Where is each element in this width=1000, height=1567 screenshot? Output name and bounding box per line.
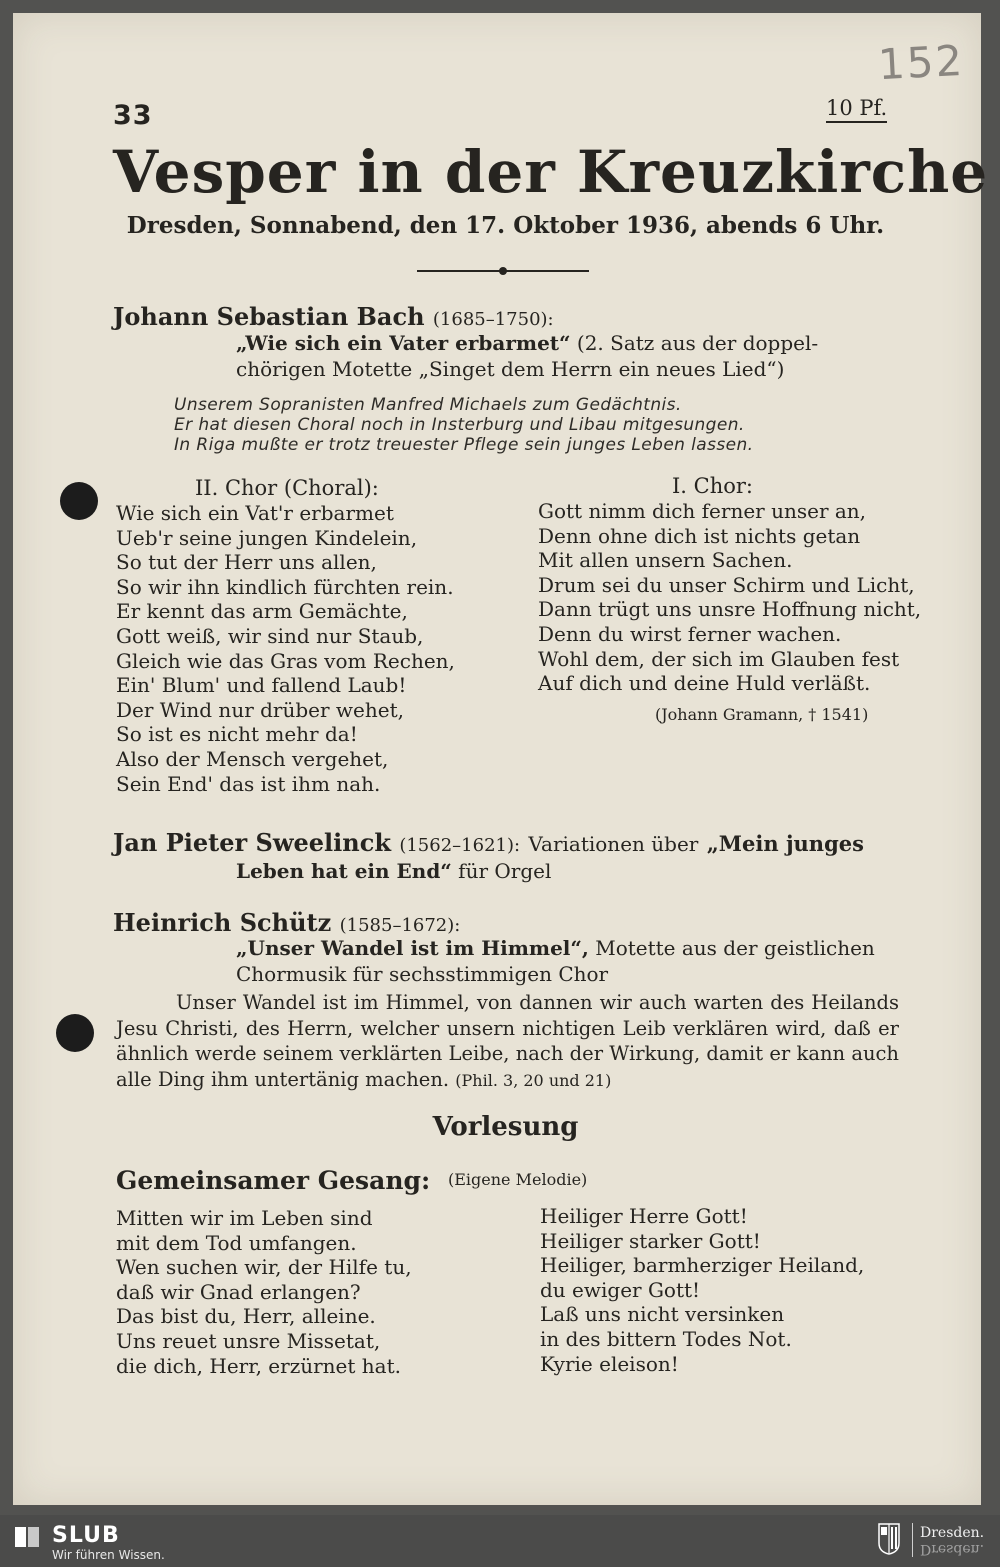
- piece-description-cont: Chormusik für sechsstimmigen Chor: [236, 962, 609, 986]
- piece-title: „Unser Wandel ist im Himmel“,: [236, 936, 589, 960]
- composer-name: Johann Sebastian Bach: [113, 302, 425, 331]
- verse-line: Wie sich ein Vat'r erbarmet: [116, 501, 394, 525]
- verse-line: Gott nimm dich ferner unser an,: [538, 499, 867, 523]
- piece-description-cont: für Orgel: [458, 859, 552, 883]
- verse-line: Kyrie eleison!: [540, 1351, 679, 1376]
- memorial-line: Unserem Sopranisten Manfred Michaels zum Gedächtnis.: [174, 395, 682, 415]
- verse-line: Dann trügt uns unsre Hoffnung nicht,: [538, 597, 922, 622]
- motet-text: [116, 990, 899, 1093]
- footer-separator: [912, 1523, 913, 1557]
- hymn-melody-note: (Eigene Melodie): [448, 1170, 588, 1189]
- composer-schuetz: [113, 908, 460, 937]
- verse-line: Heiliger starker Gott!: [540, 1228, 761, 1253]
- verse-line: Wen suchen wir, der Hilfe tu,: [116, 1255, 412, 1280]
- memorial-line: In Riga mußte er trotz treuester Pflege sein junges Leben lassen.: [174, 435, 754, 455]
- city-logo-text[interactable]: Dresden.: [920, 1525, 985, 1541]
- verse-line: Der Wind nur drüber wehet,: [116, 697, 404, 722]
- verse-line: Ueb'r seine jungen Kindelein,: [116, 525, 418, 550]
- punch-hole: [56, 1014, 94, 1052]
- composer-bach: [113, 302, 554, 331]
- slub-logo-icon[interactable]: [14, 1525, 40, 1549]
- verse-line: die dich, Herr, erzürnet hat.: [116, 1353, 401, 1378]
- verse-line: Denn ohne dich ist nichts getan: [538, 523, 861, 548]
- choir-1-heading: I. Chor:: [672, 474, 753, 498]
- piece-description: Motette aus der geistlichen: [595, 936, 875, 960]
- slub-brand[interactable]: SLUB: [52, 1523, 120, 1548]
- composer-sweelinck: [113, 828, 864, 857]
- verse-line: Laß uns nicht versinken: [540, 1302, 785, 1327]
- motet-text-body: Unser Wandel ist im Himmel, von dannen wir auch warten des Heilands Jesu Christi, des Herrn, welcher unsern nichtigen Leib verklären wird, daß er ähnlich werde seinem verklärten Leibe, nach der Wirkung, damit er kann auch alle Ding ihm untertänig machen.: [116, 991, 899, 1091]
- program-number: 33: [113, 100, 153, 131]
- page-title: Vesper in der Kreuzkirche: [113, 138, 989, 206]
- city-logo-reflection: Dresden.: [920, 1541, 985, 1557]
- verse-line: Wohl dem, der sich im Glauben fest: [538, 646, 900, 671]
- choir-2-heading: II. Chor (Choral):: [195, 476, 379, 500]
- verse-line: Auf dich und deine Huld verläßt.: [538, 671, 871, 696]
- section-reading: Vorlesung: [432, 1112, 579, 1142]
- hymn-verse-left: [116, 1206, 412, 1378]
- choir-2-verse: [116, 501, 455, 796]
- event-date-line: Dresden, Sonnabend, den 17. Oktober 1936, abends 6 Uhr.: [126, 212, 885, 239]
- verse-line: Das bist du, Herr, alleine.: [116, 1304, 376, 1329]
- handwritten-page-number: 152: [876, 35, 966, 90]
- punch-hole: [60, 482, 98, 520]
- choir-1-verse: [538, 499, 921, 696]
- composer-dates: (1685–1750):: [432, 309, 554, 330]
- verse-line: Drum sei du unser Schirm und Licht,: [538, 572, 915, 597]
- memorial-note: [174, 395, 753, 455]
- composer-dates: (1585–1672):: [339, 915, 461, 936]
- verse-line: Also der Mensch vergehet,: [116, 746, 389, 771]
- piece-title: „Mein junges: [706, 831, 864, 856]
- verse-line: Gott weiß, wir sind nur Staub,: [116, 623, 424, 648]
- verse-line: Sein End' das ist ihm nah.: [116, 771, 381, 796]
- verse-line: Heiliger, barmherziger Heiland,: [540, 1253, 865, 1278]
- verse-line: Mit allen unsern Sachen.: [538, 548, 793, 573]
- verse-line: So tut der Herr uns allen,: [116, 550, 377, 575]
- composer-name: Heinrich Schütz: [113, 908, 332, 937]
- verse-line: Denn du wirst ferner wachen.: [538, 621, 842, 646]
- verse-line: Uns reuet unsre Missetat,: [116, 1328, 381, 1353]
- piece-description: (2. Satz aus der doppel-: [576, 331, 819, 355]
- verse-line: in des bittern Todes Not.: [540, 1326, 792, 1351]
- slub-tagline: Wir führen Wissen.: [52, 1548, 165, 1562]
- hymn-verse-right: [540, 1204, 864, 1376]
- piece-description-cont: chörigen Motette „Singet dem Herrn ein neues Lied“): [236, 357, 785, 381]
- divider-dot: [499, 267, 507, 275]
- verse-line: daß wir Gnad erlangen?: [116, 1279, 361, 1304]
- verse-line: Er kennt das arm Gemächte,: [116, 599, 408, 624]
- verse-line: Heiliger Herre Gott!: [540, 1204, 748, 1228]
- piece-title: „Wie sich ein Vater erbarmet“: [236, 331, 571, 355]
- verse-line: Gleich wie das Gras vom Rechen,: [116, 648, 455, 673]
- piece-description: Variationen über: [528, 832, 699, 856]
- verse-line: du ewiger Gott!: [540, 1277, 701, 1302]
- composer-name: Jan Pieter Sweelinck: [113, 828, 391, 857]
- bible-reference: (Phil. 3, 20 und 21): [455, 1070, 612, 1090]
- piece-title-cont: Leben hat ein End“: [236, 859, 452, 883]
- piece-schuetz: [236, 935, 875, 987]
- piece-sweelinck: [236, 858, 551, 884]
- verse-line: mit dem Tod umfangen.: [116, 1230, 357, 1255]
- city-crest-icon: [878, 1523, 900, 1555]
- verse-line: Mitten wir im Leben sind: [116, 1206, 373, 1230]
- verse-line: Ein' Blum' und fallend Laub!: [116, 673, 407, 698]
- verse-line: So ist es nicht mehr da!: [116, 722, 358, 747]
- hymn-author-credit: (Johann Gramann, † 1541): [655, 705, 869, 724]
- verse-line: So wir ihn kindlich fürchten rein.: [116, 574, 454, 599]
- price-label: 10 Pf.: [826, 96, 887, 123]
- composer-dates: (1562–1621):: [399, 835, 521, 856]
- viewer-footer: [0, 1515, 1000, 1567]
- hymn-heading: Gemeinsamer Gesang:: [116, 1166, 431, 1195]
- memorial-line: Er hat diesen Choral noch in Insterburg und Libau mitgesungen.: [174, 415, 745, 435]
- piece-bach: [236, 330, 818, 382]
